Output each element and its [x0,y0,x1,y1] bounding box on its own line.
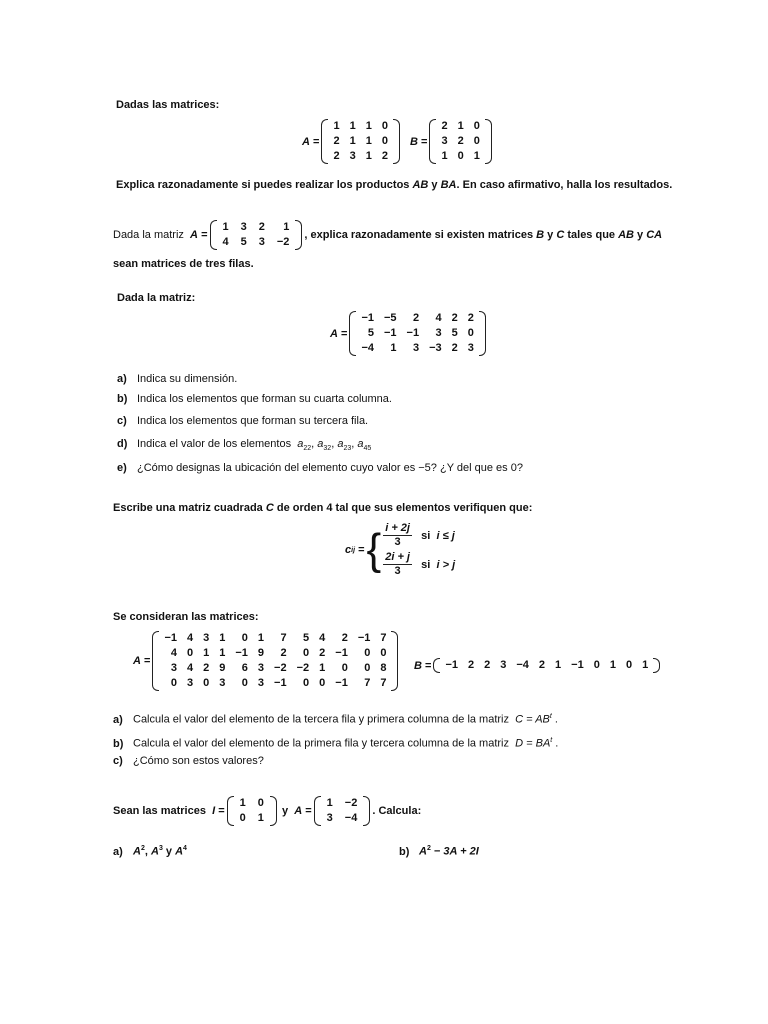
matrix-cell: 0 [467,327,474,339]
matrix-cell: 1 [239,797,246,809]
matrix-cell: 0 [241,677,248,689]
matrix-row [159,646,391,661]
ex5-matrix-b: B = −1 2 2 3 −4 2 1 −1 0 1 0 1 [414,658,662,673]
ex5-matrix-a: A = −1 4 3 1 0 1 7 5 4 2 −1 7 4 0 1 1 −1 9 2 0 2 −1 0 0 3 4 2 9 6 3 −2 −2 1 0 0 8 0 3 0 3 0 3 −1 0 0 −1 7 7 [133,631,400,691]
matrix-cell: 3 [203,632,210,644]
left-brace: { [366,525,382,574]
matrix-cell: 5 [367,327,374,339]
matrix-cell: −1 [335,677,348,689]
matrix-cell: 0 [593,659,600,671]
ex3-item-b: b) Indica los elementos que forman su cuarta columna. [117,393,392,405]
matrix-cell: −1 [335,647,348,659]
matrix-row [328,119,393,134]
matrix-row [436,149,484,164]
matrix-row [159,631,391,646]
ex1-matrix-b: B = 2 1 0 3 2 0 1 0 1 [410,119,494,164]
matrix-cell: −5 [384,312,397,324]
matrix-cell: 0 [381,135,388,147]
matrix-row [356,341,478,356]
matrix-cell: 2 [457,135,464,147]
matrix-cell: 5 [240,236,247,248]
ex4-statement: Escribe una matriz cuadrada C de orden 4 tal que sus elementos verifiquen que: [113,502,533,514]
matrix-cell: 4 [170,647,177,659]
matrix-row [321,811,364,826]
matrix-cell: −1 [571,659,584,671]
matrix-cell: 7 [380,632,387,644]
ex6-part-a: a) $A^2$, $A^3$ y $A^4$ [113,845,187,858]
matrix-cell: 4 [319,632,326,644]
matrix-cell: −1 [357,632,371,644]
matrix-row [328,134,393,149]
matrix-cell: −2 [296,662,310,674]
matrix-cell: 3 [187,677,194,689]
ex3-matrix-a: A = −1 −5 2 4 2 2 5 −1 −1 3 5 0 −4 1 3 −3 2 3 [330,311,488,356]
ex3-item-e: e) ¿Cómo designas la ubicación del elemento cuyo valor es −5? ¿Y del que es 0? [117,462,523,474]
matrix-cell: −2 [344,797,358,809]
matrix-cell: 1 [365,120,372,132]
matrix-cell: 1 [555,659,562,671]
matrix-cell: 3 [258,236,265,248]
matrix-cell: 1 [257,812,264,824]
matrix-cell: 2 [203,662,210,674]
matrix-cell: 0 [473,120,480,132]
ex2-line2: sean matrices de tres filas. [113,258,254,270]
ex5-intro: Se consideran las matrices: [113,611,259,623]
matrix-row [356,326,478,341]
matrix-cell: 7 [380,677,387,689]
matrix-cell: 0 [625,659,633,671]
ex3-item-d: d) Indica el valor de los elementos $a_{22}$, $a_{32}$, $a_{23}$, $a_{45}$ [117,438,372,453]
matrix-cell: 4 [187,632,194,644]
matrix-cell: −1 [274,677,287,689]
ex6-statement: Sean las matrices I = 1 0 0 1 y A = 1 −2 3 −4 . Calcula: [113,797,422,824]
matrix-cell: 4 [435,312,442,324]
matrix-row [234,796,270,811]
ex4-formula: c ij = { $\frac{i + 2j}{3}$ si i ≤ j $\frac{2i + j}{3}$ si i > j [345,522,456,577]
matrix-cell: 0 [341,662,348,674]
matrix-row [436,119,484,134]
matrix-cell: 8 [380,662,387,674]
ex1-matrix-a: A = 1 1 1 0 2 1 1 0 2 3 1 2 [302,119,402,164]
matrix-cell: 3 [349,150,356,162]
matrix-cell: 0 [364,662,371,674]
matrix-cell: 0 [241,632,248,644]
matrix-row [436,134,484,149]
matrix-cell: 1 [219,632,226,644]
matrix-cell: 2 [412,312,420,324]
matrix-row [217,220,296,235]
matrix-cell: −1 [164,632,177,644]
matrix-cell: 1 [319,662,326,674]
matrix-cell: 1 [283,221,290,233]
matrix-cell: 3 [441,135,448,147]
matrix-cell: 2 [258,221,265,233]
matrix-cell: 0 [303,677,310,689]
matrix-cell: −2 [276,236,290,248]
matrix-cell: 1 [222,221,229,233]
matrix-cell: −3 [429,342,442,354]
matrix-row [217,235,296,250]
matrix-cell: 2 [451,342,458,354]
matrix-cell: 2 [341,632,348,644]
matrix-cell: 4 [222,236,229,248]
matrix-cell: 1 [457,120,464,132]
ex1-question: Explica razonadamente si puedes realizar los productos AB y BA. En caso afirmativo, halla los resultados. [116,179,673,191]
matrix-cell: 0 [303,647,310,659]
ex5-item-a: a) Calcula el valor del elemento de la tercera fila y primera columna de la matriz $C = AB^t$ . [113,713,558,726]
matrix-row [234,811,270,826]
matrix-cell: 0 [203,677,210,689]
matrix-cell: −1 [384,327,397,339]
matrix-cell: 1 [203,647,210,659]
matrix-cell: 1 [219,647,226,659]
ex2-statement: Dada la matriz A = 1 3 2 1 4 5 3 −2 , explica razonadamente si existen matrices B y C tales que AB y CA [113,221,663,248]
matrix-cell: 2 [319,647,326,659]
matrix-cell: 0 [457,150,464,162]
matrix-cell: 3 [412,342,420,354]
matrix-cell: −4 [344,812,358,824]
matrix-row [159,676,391,691]
matrix-cell: 9 [219,662,226,674]
matrix-cell: 3 [240,221,247,233]
matrix-cell: 3 [257,662,265,674]
ex5-item-b: b) Calcula el valor del elemento de la primera fila y tercera columna de la matriz $D = BA^t$ . [113,737,559,750]
matrix-cell: 1 [441,150,448,162]
matrix-cell: 2 [381,150,388,162]
matrix-cell: −4 [516,659,529,671]
matrix-cell: 0 [319,677,326,689]
ex1-intro: Dadas las matrices: [116,99,220,111]
matrix-cell: −1 [361,312,374,324]
matrix-cell: 0 [257,797,264,809]
matrix-cell: 2 [538,659,546,671]
matrix-cell: 3 [257,677,265,689]
matrix-cell: 3 [500,659,507,671]
matrix-cell: 5 [451,327,458,339]
matrix-cell: 7 [280,632,287,644]
matrix-cell: 2 [333,150,340,162]
matrix-cell: −1 [406,327,420,339]
matrix-cell: 1 [349,120,356,132]
matrix-cell: 2 [484,659,491,671]
matrix-cell: 1 [365,135,372,147]
ex3-item-c: c) Indica los elementos que forman su tercera fila. [117,415,369,427]
matrix-cell: 1 [642,659,649,671]
matrix-cell: 3 [170,662,177,674]
matrix-cell: 1 [326,797,333,809]
matrix-cell: 6 [241,662,248,674]
matrix-cell: −1 [235,647,248,659]
matrix-cell: 0 [239,812,246,824]
matrix-cell: 2 [468,659,475,671]
matrix-cell: −1 [445,659,458,671]
matrix-cell: 4 [187,662,194,674]
matrix-cell: 3 [435,327,442,339]
matrix-cell: 2 [333,135,340,147]
matrix-cell: 1 [349,135,356,147]
matrix-cell: 0 [380,647,387,659]
matrix-cell: 2 [441,120,448,132]
matrix-cell: 0 [473,135,480,147]
matrix-cell: 5 [303,632,310,644]
matrix-cell: 1 [609,659,616,671]
matrix-row [356,311,478,326]
matrix-cell: 2 [467,312,474,324]
matrix-cell: 1 [390,342,397,354]
ex3-intro: Dada la matriz: [117,292,196,304]
matrix-cell: 0 [364,647,371,659]
matrix-cell: 1 [257,632,265,644]
matrix-cell: 0 [170,677,177,689]
matrix-cell: 0 [187,647,194,659]
matrix-cell: −4 [361,342,374,354]
matrix-row [159,661,391,676]
matrix-cell: 7 [364,677,371,689]
matrix-row [440,658,653,673]
matrix-cell: 2 [280,647,287,659]
matrix-row [321,796,364,811]
matrix-cell: −2 [274,662,287,674]
ex6-part-b: b) $A^2 - 3A + 2I$ [399,845,479,858]
matrix-cell: 3 [219,677,226,689]
matrix-cell: 1 [333,120,340,132]
matrix-cell: 9 [257,647,265,659]
ex3-item-a: a) Indica su dimensión. [117,373,238,385]
matrix-cell: 3 [467,342,474,354]
matrix-cell: 3 [326,812,333,824]
matrix-cell: 2 [451,312,458,324]
matrix-cell: 0 [381,120,388,132]
ex5-item-c: c) ¿Cómo son estos valores? [113,755,264,767]
matrix-cell: 1 [365,150,372,162]
matrix-cell: 1 [473,150,480,162]
matrix-row [328,149,393,164]
